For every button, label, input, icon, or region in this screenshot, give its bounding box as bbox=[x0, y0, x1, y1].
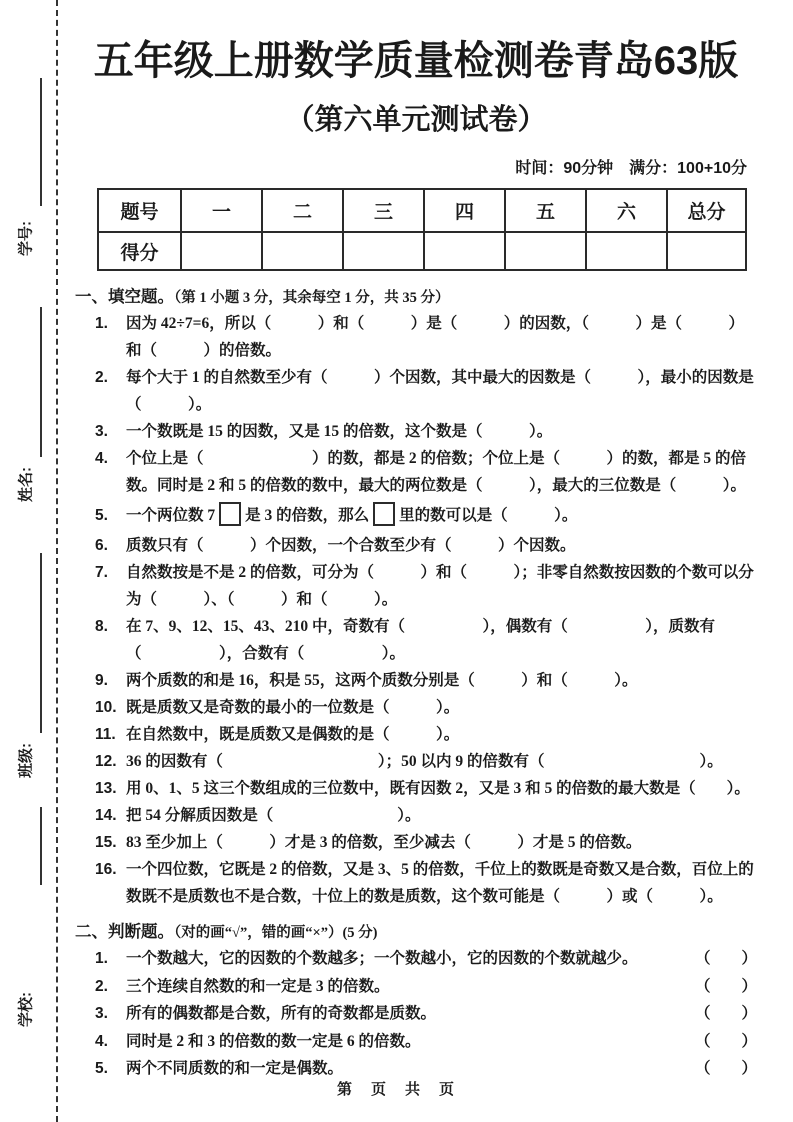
header-cell-6: 六 bbox=[586, 189, 667, 232]
judge-section-title: 二、判断题。 bbox=[75, 923, 174, 941]
question-number: 3. bbox=[95, 423, 108, 440]
judge-question-3 bbox=[75, 1000, 757, 1028]
question-text: 自然数按是不是 2 的倍数，可分为（ ）和（ ）；非零自然数按因数的个数可以分为（ ）、（ ）和（ ）。 bbox=[126, 564, 754, 608]
class-label: 班级: bbox=[17, 743, 35, 778]
header-cell-5: 五 bbox=[505, 189, 586, 232]
question-text: 36 的因数有（ ）；50 以内 9 的倍数有（ ）。 bbox=[126, 753, 723, 770]
question-text: 把 54 分解质因数是（ ）。 bbox=[126, 807, 421, 824]
score-cell bbox=[505, 232, 586, 270]
fill-section-note: （第 1 小题 3 分，其余每空 1 分，共 35 分） bbox=[174, 290, 450, 306]
student-id-label: 学号: bbox=[17, 221, 35, 256]
score-cell bbox=[181, 232, 262, 270]
question-text: 在自然数中，既是质数又是偶数的是（ ）。 bbox=[126, 726, 460, 743]
header-cell-2: 二 bbox=[262, 189, 343, 232]
question-text: 每个大于 1 的自然数至少有（ ）个因数，其中最大的因数是（ ），最小的因数是（ ）。 bbox=[126, 369, 754, 413]
question-text: 一个四位数，它既是 2 的倍数，又是 3、5 的倍数，千位上的数既是奇数又是合数，百位上的数既不是质数也不是合数，十位上的数是质数，这个数可能是（ ）或（ ）。 bbox=[126, 861, 754, 905]
header-cell-question-no: 题号 bbox=[98, 189, 181, 232]
answer-bracket: （ ） bbox=[694, 1005, 757, 1022]
fill-question-13 bbox=[75, 775, 757, 802]
answer-box bbox=[373, 502, 395, 526]
fill-question-16 bbox=[75, 856, 757, 910]
fill-question-6 bbox=[75, 532, 757, 559]
fill-question-7 bbox=[75, 559, 757, 613]
header-cell-4: 四 bbox=[424, 189, 505, 232]
score-cell bbox=[424, 232, 505, 270]
question-number: 1. bbox=[95, 315, 108, 332]
answer-bracket: （ ） bbox=[694, 1032, 757, 1050]
fill-question-4 bbox=[75, 445, 757, 499]
question-text: 一个数越大，它的因数的个数越多；一个数越小，它的因数的个数就越少。 bbox=[126, 950, 638, 967]
fill-question-10 bbox=[75, 694, 757, 721]
fill-question-1 bbox=[75, 310, 757, 364]
question-text-part: 一个两位数 7 bbox=[126, 507, 216, 524]
score-table-header-row bbox=[98, 189, 746, 232]
judge-question-2 bbox=[75, 973, 757, 1001]
question-number: 13. bbox=[95, 780, 117, 797]
question-number: 2. bbox=[95, 369, 108, 386]
fill-section-title: 一、填空题。 bbox=[75, 288, 174, 306]
question-number: 10. bbox=[95, 699, 117, 716]
question-text bbox=[126, 499, 757, 532]
answer-box bbox=[219, 502, 241, 526]
question-text: 三个连续自然数的和一定是 3 的倍数。 bbox=[126, 977, 390, 995]
score-cell bbox=[586, 232, 667, 270]
paper-subtitle: （第六单元测试卷） bbox=[285, 104, 547, 136]
question-number: 14. bbox=[95, 807, 117, 824]
question-text: 两个不同质数的和一定是偶数。 bbox=[126, 1060, 344, 1077]
question-text-part: 是 3 的倍数，那么 bbox=[245, 507, 370, 524]
question-number: 9. bbox=[95, 672, 108, 689]
binding-dashed-line bbox=[56, 0, 58, 1122]
judge-section-heading bbox=[75, 920, 757, 945]
question-number: 8. bbox=[95, 618, 108, 635]
question-number: 4. bbox=[95, 1032, 108, 1050]
question-text: 既是质数又是奇数的最小的一位数是（ ）。 bbox=[126, 699, 460, 716]
question-number: 5. bbox=[95, 507, 108, 524]
score-table bbox=[97, 188, 747, 271]
answer-bracket: （ ） bbox=[694, 950, 757, 967]
judge-question-4 bbox=[75, 1028, 757, 1056]
header-cell-total: 总分 bbox=[667, 189, 746, 232]
answer-bracket: （ ） bbox=[694, 977, 757, 995]
header-cell-3: 三 bbox=[343, 189, 424, 232]
fill-question-2 bbox=[75, 364, 757, 418]
question-number: 5. bbox=[95, 1060, 108, 1077]
question-number: 11. bbox=[95, 726, 116, 743]
judge-section-note: （对的画“√”，错的画“×”）(5 分) bbox=[174, 925, 378, 941]
question-number: 4. bbox=[95, 450, 108, 467]
fill-question-15 bbox=[75, 829, 757, 856]
score-cell bbox=[343, 232, 424, 270]
question-number: 15. bbox=[95, 834, 117, 851]
fill-question-9 bbox=[75, 667, 757, 694]
judge-question-1 bbox=[75, 945, 757, 973]
question-text: 一个数既是 15 的因数，又是 15 的倍数，这个数是（ ）。 bbox=[126, 423, 553, 440]
question-number: 12. bbox=[95, 753, 117, 770]
student-id-write-line bbox=[40, 78, 42, 206]
question-text: 在 7、9、12、15、43、210 中，奇数有（ ），偶数有（ ），质数有（ ），合数有（ ）。 bbox=[126, 618, 716, 662]
score-row-label: 得分 bbox=[98, 232, 181, 270]
score-table-score-row bbox=[98, 232, 746, 270]
question-text: 个位上是（ ）的数，都是 2 的倍数；个位上是（ ）的数，都是 5 的倍数。同时是 2 和 5 的倍数的数中，最大的两位数是（ ），最大的三位数是（ ）。 bbox=[126, 450, 747, 494]
question-text: 所有的偶数都是合数，所有的奇数都是质数。 bbox=[126, 1005, 437, 1022]
fill-question-5 bbox=[75, 499, 757, 532]
question-text: 83 至少加上（ ）才是 3 的倍数，至少减去（ ）才是 5 的倍数。 bbox=[126, 834, 642, 851]
fill-question-12 bbox=[75, 748, 757, 775]
fill-question-14 bbox=[75, 802, 757, 829]
question-text: 因为 42÷7=6，所以（ ）和（ ）是（ ）的因数，（ ）是（ ）和（ ）的倍数。 bbox=[126, 315, 744, 359]
score-cell bbox=[667, 232, 746, 270]
question-text-part: 里的数可以是（ ）。 bbox=[399, 507, 578, 524]
question-number: 6. bbox=[95, 537, 108, 554]
paper-title: 五年级上册数学质量检测卷青岛63版 bbox=[93, 39, 739, 83]
school-write-line bbox=[40, 807, 42, 885]
header-cell-1: 一 bbox=[181, 189, 262, 232]
class-write-line bbox=[40, 553, 42, 733]
page-footer: 第 页 共 页 bbox=[336, 1082, 456, 1098]
question-number: 2. bbox=[95, 977, 108, 995]
question-text: 两个质数的和是 16，积是 55，这两个质数分别是（ ）和（ ）。 bbox=[126, 672, 638, 689]
score-cell bbox=[262, 232, 343, 270]
question-number: 7. bbox=[95, 564, 108, 581]
fill-question-8 bbox=[75, 613, 757, 667]
question-number: 16. bbox=[95, 861, 117, 878]
question-text: 同时是 2 和 3 的倍数的数一定是 6 的倍数。 bbox=[126, 1032, 421, 1050]
question-number: 3. bbox=[95, 1005, 108, 1022]
paper-content bbox=[75, 0, 757, 1083]
question-text: 用 0、1、5 这三个数组成的三位数中，既有因数 2，又是 3 和 5 的倍数的最大数是（ ）。 bbox=[126, 780, 750, 797]
answer-bracket: （ ） bbox=[694, 1060, 757, 1077]
name-write-line bbox=[40, 307, 42, 457]
school-label: 学校: bbox=[17, 992, 35, 1027]
name-label: 姓名: bbox=[17, 467, 35, 502]
fill-question-11 bbox=[75, 721, 757, 748]
question-text: 质数只有（ ）个因数，一个合数至少有（ ）个因数。 bbox=[126, 537, 576, 554]
fill-section-heading bbox=[75, 285, 757, 310]
fill-question-3 bbox=[75, 418, 757, 445]
question-number: 1. bbox=[95, 950, 108, 967]
exam-info: 时间：90分钟 满分：100+10分 bbox=[515, 160, 747, 177]
